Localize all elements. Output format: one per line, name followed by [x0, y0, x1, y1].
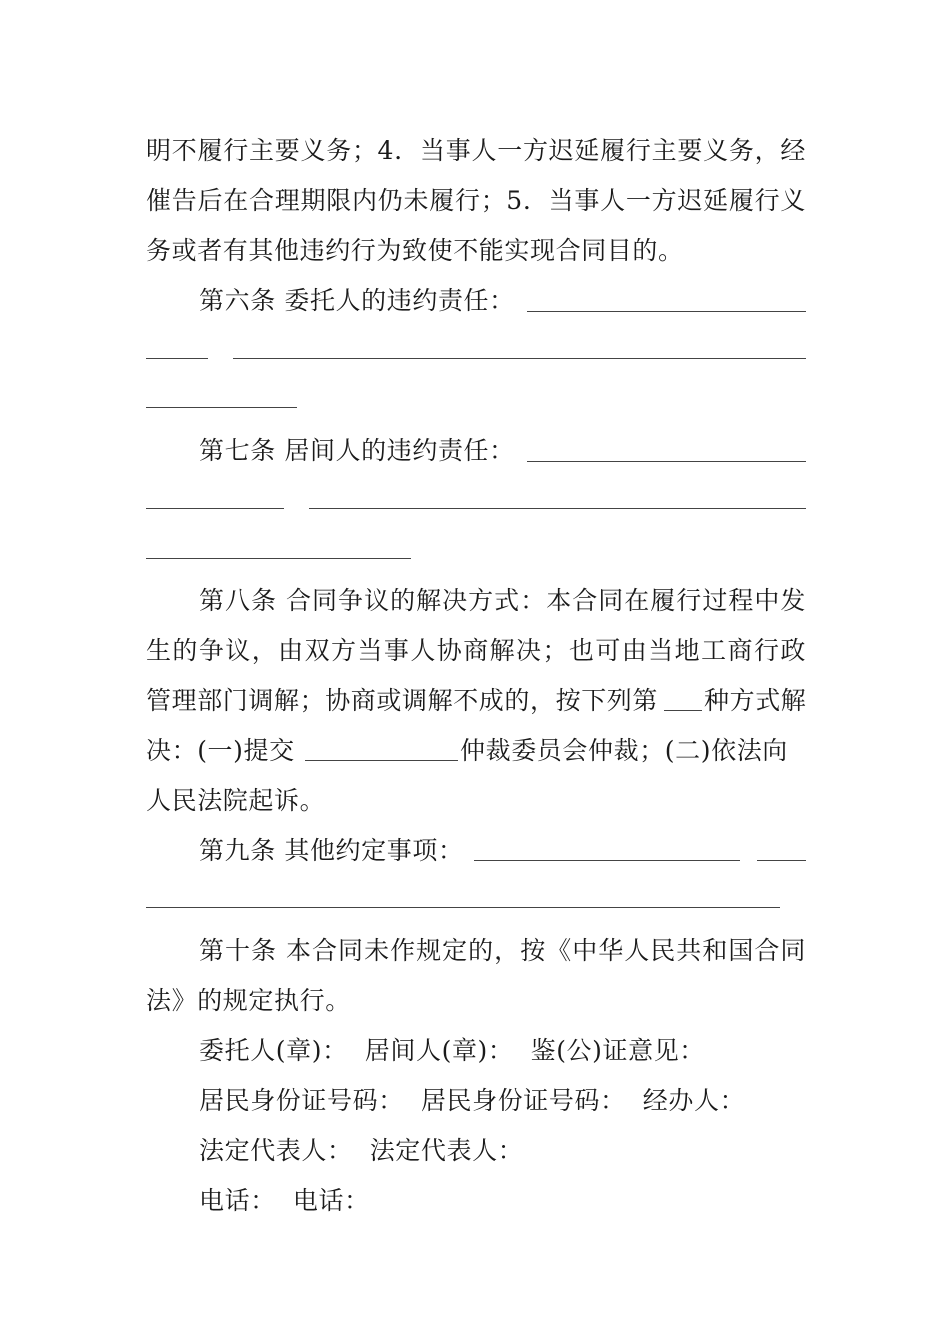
blank-line[interactable]: [146, 558, 411, 559]
clause-continuation-line-1: 明不履行主要义务；4．当事人一方迟延履行主要义务，经: [146, 136, 806, 165]
blank-line[interactable]: [527, 311, 806, 312]
article-10-line-2: 法》的规定执行。: [146, 986, 351, 1015]
blank-line[interactable]: [757, 860, 806, 861]
signature-row-legal-rep: 法定代表人： 法定代表人：: [199, 1136, 524, 1165]
blank-line[interactable]: [305, 760, 458, 761]
blank-line[interactable]: [233, 358, 806, 359]
clause-continuation-line-3: 务或者有其他违约行为致使不能实现合同目的。: [146, 236, 684, 265]
blank-line[interactable]: [664, 710, 702, 711]
signature-row-phone: 电话： 电话：: [199, 1186, 370, 1215]
article-8-line-4a: 决：(一)提交: [146, 736, 295, 765]
blank-line[interactable]: [146, 407, 297, 408]
article-8-line-3b: 种方式解: [704, 686, 807, 715]
article-6-heading: 第六条 委托人的违约责任：: [199, 286, 515, 315]
blank-line[interactable]: [309, 508, 806, 509]
signature-row-id-number: 居民身份证号码： 居民身份证号码： 经办人：: [199, 1086, 746, 1115]
article-9-heading: 第九条 其他约定事项：: [199, 836, 464, 865]
article-8-line-4b: 仲裁委员会仲裁；(二)依法向: [460, 736, 788, 765]
blank-line[interactable]: [146, 907, 780, 908]
signature-row-principal: 委托人(章)： 居间人(章)： 鉴(公)证意见：: [199, 1036, 705, 1065]
article-8-line-1: 第八条 合同争议的解决方式：本合同在履行过程中发: [199, 586, 806, 615]
blank-line[interactable]: [474, 860, 740, 861]
article-8-line-3a: 管理部门调解；协商或调解不成的，按下列第: [146, 686, 659, 715]
clause-continuation-line-2: 催告后在合理期限内仍未履行；5．当事人一方迟延履行义: [146, 186, 806, 215]
article-10-line-1: 第十条 本合同未作规定的，按《中华人民共和国合同: [199, 936, 806, 965]
article-8-line-5: 人民法院起诉。: [146, 786, 326, 815]
article-7-heading: 第七条 居间人的违约责任：: [199, 436, 515, 465]
blank-line[interactable]: [527, 461, 806, 462]
blank-line[interactable]: [146, 508, 284, 509]
blank-line[interactable]: [146, 358, 208, 359]
article-8-line-2: 生的争议，由双方当事人协商解决；也可由当地工商行政: [146, 636, 806, 665]
